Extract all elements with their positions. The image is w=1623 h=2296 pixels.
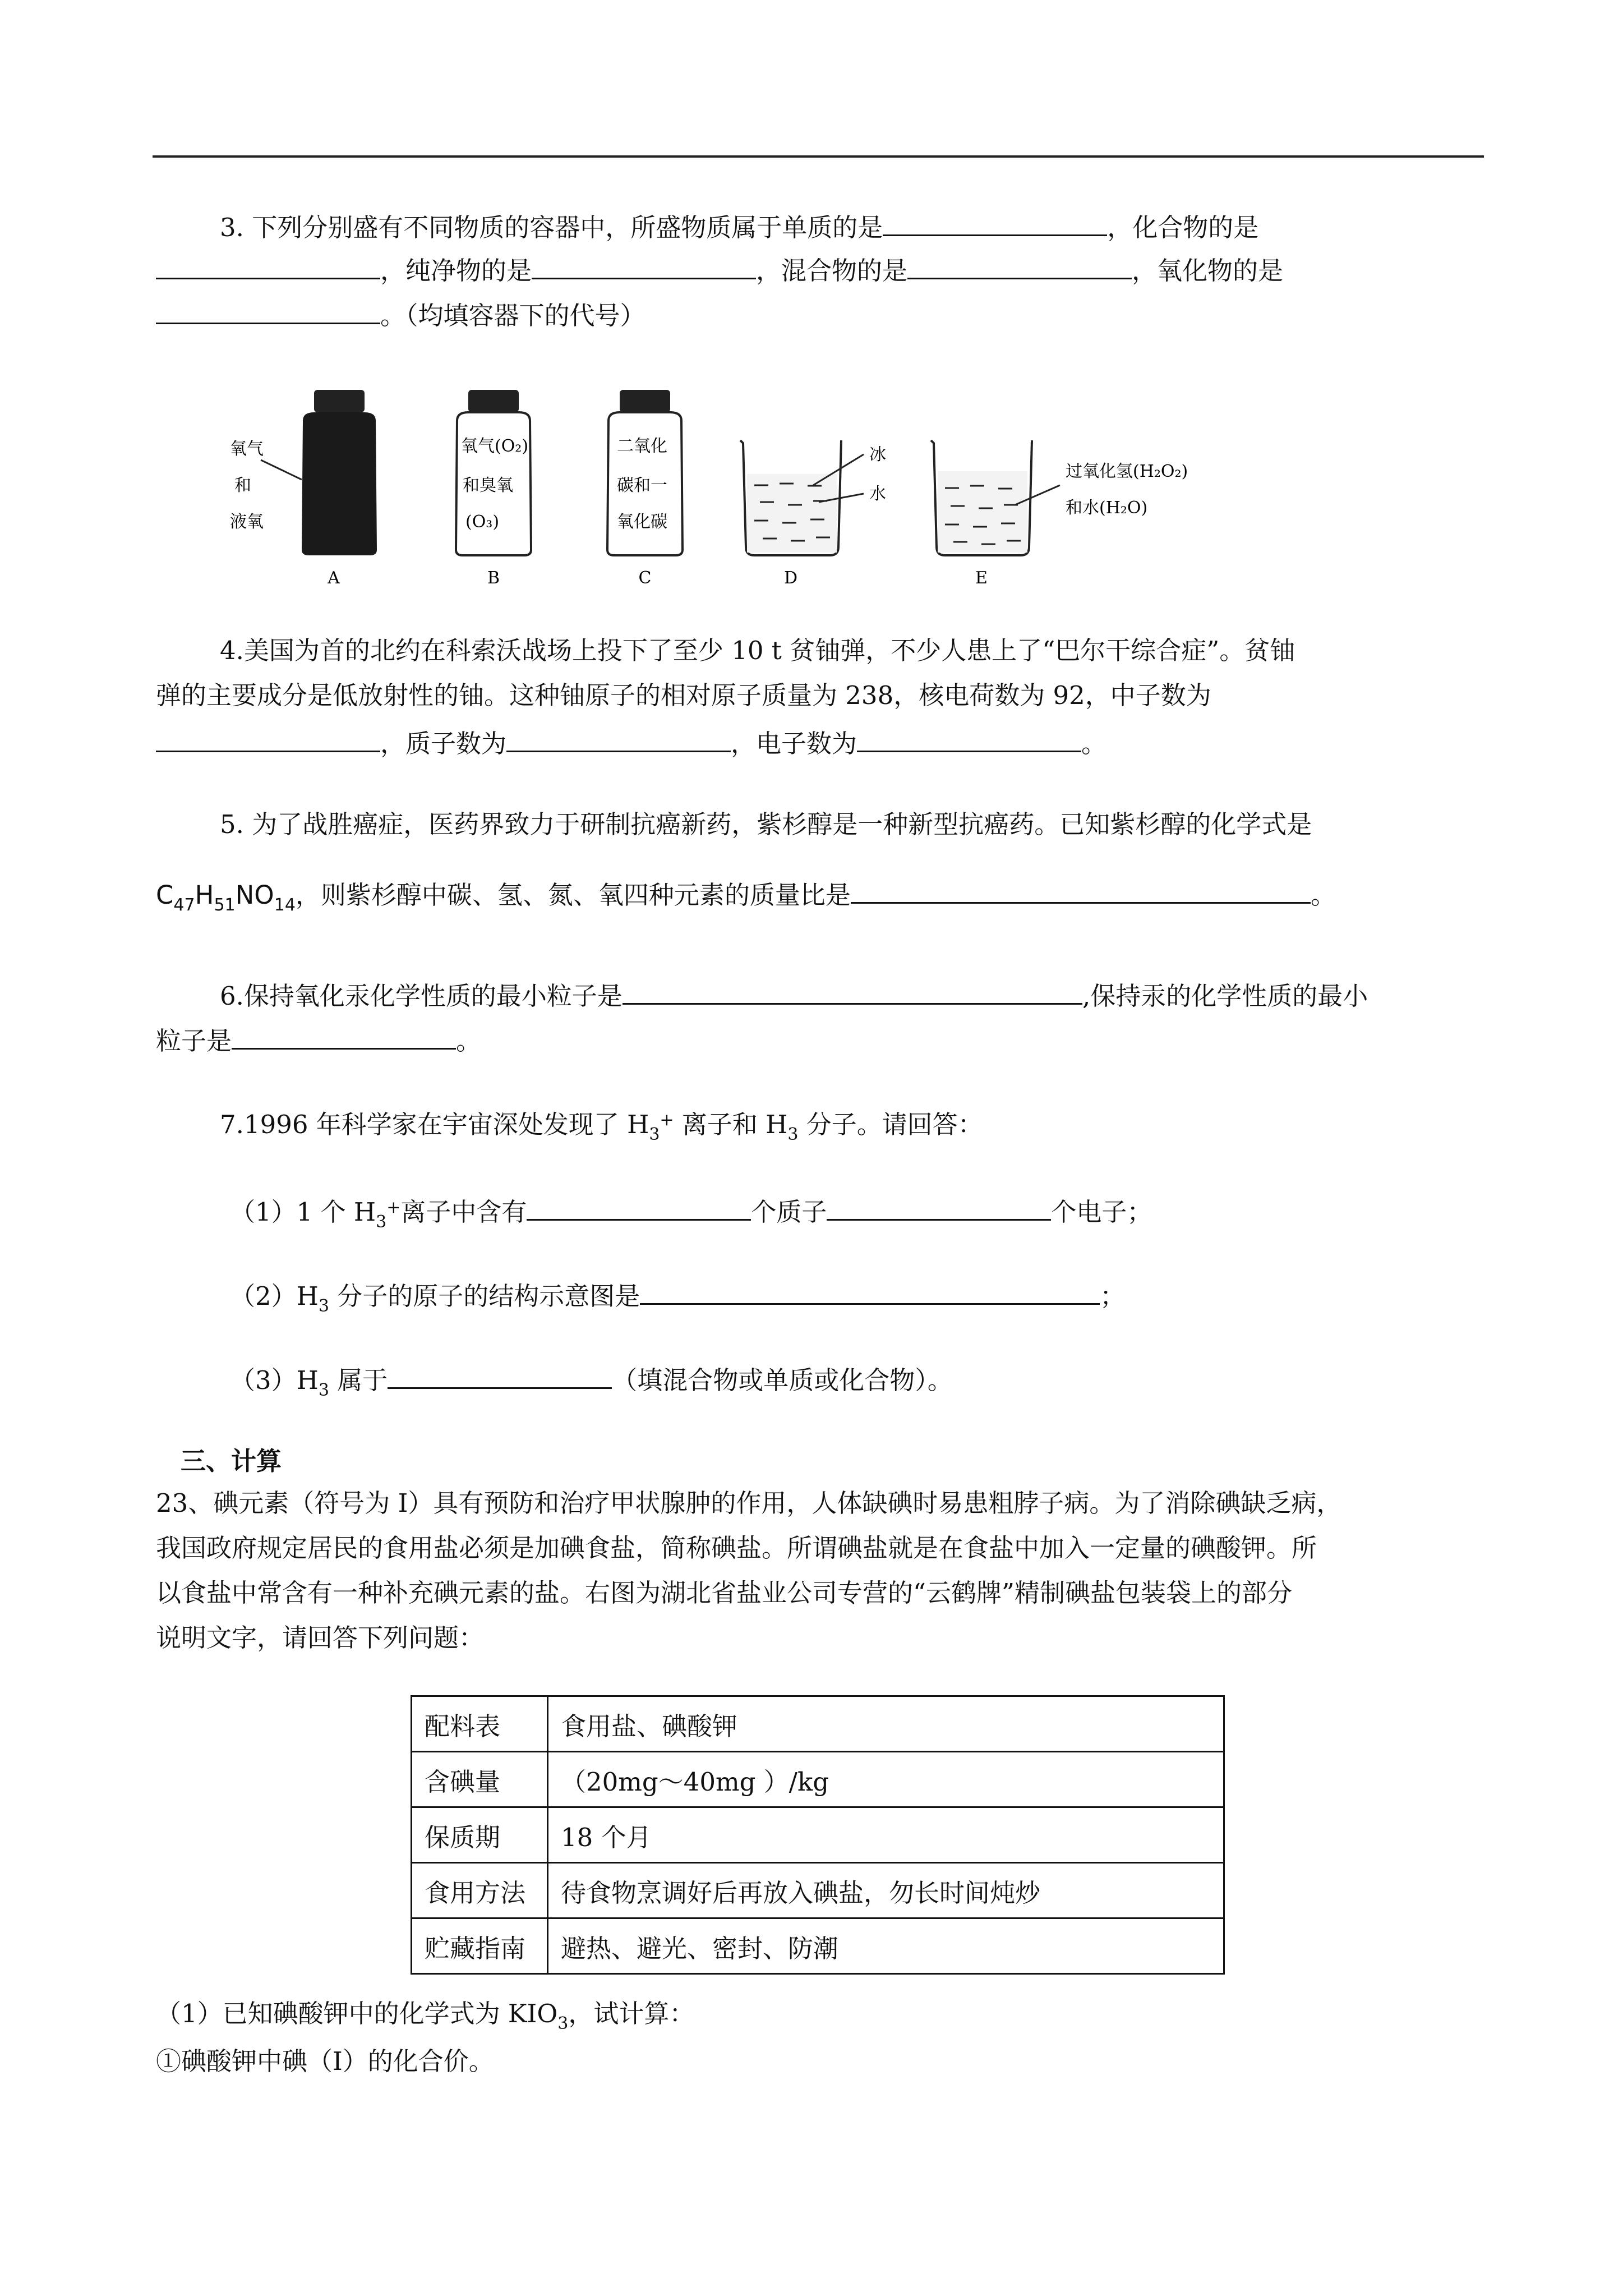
q4-text: 弹的主要成分是低放射性的铀。这种铀原子的相对原子质量为 238，核电荷数为 92，中子数为 xyxy=(156,680,1211,710)
q7-subscript: 3 xyxy=(649,1125,660,1144)
formula-subscript: 47 xyxy=(173,895,195,915)
formula-element: H xyxy=(195,880,214,910)
q5-line2 xyxy=(156,875,1336,915)
q7-text: 离子和 H xyxy=(674,1110,788,1139)
q6-text: ,保持汞的化学性质的最小 xyxy=(1082,981,1368,1011)
q6-line1 xyxy=(220,976,1368,1013)
q3-line2 xyxy=(156,251,1283,288)
answer-blank[interactable] xyxy=(532,251,756,279)
q6-text: 。 xyxy=(456,1026,482,1056)
container-a xyxy=(230,390,377,588)
container-e-label: E xyxy=(975,568,988,588)
q4-text: 4.美国为首的北约在科索沃战场上投下了至少 10 t 贫铀弹，不少人患上了“巴尔干综合症”。贫铀 xyxy=(220,636,1295,665)
q4-text: 。 xyxy=(1081,729,1107,758)
container-d xyxy=(740,440,886,588)
q23-line2 xyxy=(156,1531,1317,1565)
q23-text: 23、碘元素（符号为 I）具有预防和治疗甲状腺肿的作用，人体缺碘时易患粗脖子病。为了消除碘缺乏病， xyxy=(156,1488,1342,1518)
q23-subscript: 3 xyxy=(557,2014,569,2033)
salt-info-table xyxy=(411,1695,1225,1975)
container-c-text: 二氧化 xyxy=(617,436,667,456)
answer-blank[interactable] xyxy=(851,875,1311,904)
q7-superscript: + xyxy=(660,1110,674,1130)
q3-text: 3. 下列分别盛有不同物质的容器中，所盛物质属于单质的是 xyxy=(220,213,883,242)
q7-text: 分子的原子的结构示意图是 xyxy=(329,1281,640,1311)
answer-blank[interactable] xyxy=(827,1192,1051,1221)
answer-blank[interactable] xyxy=(506,724,731,752)
table-value: 避热、避光、密封、防潮 xyxy=(548,1918,1224,1974)
container-b-text: 氧气(O₂) xyxy=(461,436,529,456)
container-e-callout: 过氧化氢(H₂O₂) xyxy=(1066,462,1188,481)
container-b xyxy=(456,390,531,588)
q23-line4 xyxy=(156,1621,484,1655)
table-row xyxy=(412,1752,1224,1807)
section-title-text: 三、计算 xyxy=(181,1446,282,1476)
container-e-callout: 和水(H₂O) xyxy=(1066,498,1148,518)
container-d-callout: 冰 xyxy=(869,445,886,464)
containers-figure xyxy=(230,387,1239,589)
bottle-a-body xyxy=(302,412,377,555)
q3-line3 xyxy=(156,296,645,333)
table-row xyxy=(412,1696,1224,1752)
answer-blank[interactable] xyxy=(857,724,1081,752)
container-a-side-text: 和 xyxy=(234,476,251,495)
q7-part1 xyxy=(230,1192,1152,1232)
container-b-label: B xyxy=(487,568,500,588)
q7-text: （1）1 个 H xyxy=(230,1197,376,1227)
bottle-b-cap xyxy=(468,390,519,412)
answer-blank[interactable] xyxy=(156,296,380,324)
q3-text: ，混合物的是 xyxy=(756,256,908,286)
container-a-pointer xyxy=(261,460,302,480)
q7-subscript: 3 xyxy=(318,1296,329,1316)
formula-subscript: 14 xyxy=(274,895,296,915)
container-d-label: D xyxy=(783,568,798,588)
q7-part2 xyxy=(230,1276,1125,1317)
table-value: （20mg～40mg ）/kg xyxy=(548,1752,1224,1807)
formula-element: C xyxy=(156,880,174,910)
q5-text: 5. 为了战胜癌症，医药界致力于研制抗癌新药，紫杉醇是一种新型抗癌药。已知紫杉醇的化学式是 xyxy=(220,809,1312,839)
q3-text: ，氧化物的是 xyxy=(1132,256,1284,286)
container-c-text: 氧化碳 xyxy=(617,512,667,532)
q7-text: ； xyxy=(1100,1281,1126,1311)
table-key: 食用方法 xyxy=(412,1863,548,1918)
q6-text: 6.保持氧化汞化学性质的最小粒子是 xyxy=(220,981,623,1011)
q5-text: ，则紫杉醇中碳、氢、氮、氧四种元素的质量比是 xyxy=(295,880,851,910)
answer-blank[interactable] xyxy=(883,208,1107,236)
q3-text: ，化合物的是 xyxy=(1107,213,1259,242)
q23-line3 xyxy=(156,1576,1292,1610)
q23-text: （1）已知碘酸钾中的化学式为 KIO xyxy=(156,1999,558,2028)
container-b-text: (O₃) xyxy=(465,512,500,532)
q7-line1 xyxy=(220,1108,983,1145)
container-c-label: C xyxy=(638,568,652,588)
container-c-text: 碳和一 xyxy=(617,476,667,495)
q23-line1 xyxy=(156,1487,1341,1520)
q7-text: （2）H xyxy=(230,1281,319,1311)
answer-blank[interactable] xyxy=(388,1360,612,1389)
ice-pointer xyxy=(813,454,864,485)
section-title xyxy=(181,1444,282,1478)
answer-blank[interactable] xyxy=(623,976,1082,1005)
table-key: 贮藏指南 xyxy=(412,1918,548,1974)
q7-text: （3）H xyxy=(230,1365,319,1395)
q7-subscript: 3 xyxy=(318,1381,329,1400)
container-a-side-text: 氧气 xyxy=(230,439,264,459)
q23-text: 我国政府规定居民的食用盐必须是加碘食盐，简称碘盐。所谓碘盐就是在食盐中加入一定量的碘酸钾。所 xyxy=(156,1533,1317,1563)
answer-blank[interactable] xyxy=(232,1021,456,1050)
q6-line2 xyxy=(156,1021,481,1058)
q4-line2 xyxy=(156,679,1211,712)
table-key: 配料表 xyxy=(412,1696,548,1752)
table-key: 含碘量 xyxy=(412,1752,548,1807)
container-b-text: 和臭氧 xyxy=(463,476,513,495)
q6-text: 粒子是 xyxy=(156,1026,232,1056)
table-row xyxy=(412,1807,1224,1863)
answer-blank[interactable] xyxy=(156,724,380,752)
answer-blank[interactable] xyxy=(527,1192,751,1221)
q23-sub1-q1 xyxy=(156,2045,494,2078)
q7-text: （填混合物或单质或化合物）。 xyxy=(612,1365,953,1395)
header-rule xyxy=(153,155,1484,158)
q5-line1 xyxy=(220,808,1312,841)
container-e xyxy=(931,440,1188,588)
container-d-callout: 水 xyxy=(869,484,886,504)
answer-blank[interactable] xyxy=(156,251,380,279)
q7-part3 xyxy=(230,1360,953,1401)
q4-line3 xyxy=(156,724,1106,761)
q7-subscript: 3 xyxy=(376,1212,387,1232)
q7-text: 7.1996 年科学家在宇宙深处发现了 H xyxy=(220,1110,649,1139)
q23-text: 以食盐中常含有一种补充碘元素的盐。右图为湖北省盐业公司专营的“云鹤牌”精制碘盐包装袋上的部分 xyxy=(156,1578,1293,1608)
table-row xyxy=(412,1863,1224,1918)
q7-text: 属于 xyxy=(329,1365,388,1395)
answer-blank[interactable] xyxy=(640,1276,1100,1305)
q7-text: 分子。请回答： xyxy=(798,1110,983,1139)
q7-text: 离子中含有 xyxy=(400,1197,527,1227)
formula-element: NO xyxy=(235,880,274,910)
q23-text: 说明文字，请回答下列问题： xyxy=(156,1623,485,1653)
q7-subscript: 3 xyxy=(787,1125,799,1144)
bottle-a-cap xyxy=(314,390,365,412)
q7-text: 个质子 xyxy=(751,1197,827,1227)
q7-text: 个电子； xyxy=(1051,1197,1152,1227)
q5-text: 。 xyxy=(1310,880,1336,910)
q23-text: ，试计算： xyxy=(568,1999,695,2028)
q23-sub1 xyxy=(156,1997,694,2034)
q3-line1 xyxy=(220,208,1258,245)
q4-text: ，电子数为 xyxy=(731,729,857,758)
table-value: 待食物烹调好后再放入碘盐，勿长时间炖炒 xyxy=(548,1863,1224,1918)
table-key: 保质期 xyxy=(412,1807,548,1863)
table-value: 18 个月 xyxy=(548,1807,1224,1863)
q7-superscript: + xyxy=(386,1198,401,1217)
container-a-label: A xyxy=(328,568,340,588)
container-c xyxy=(607,390,683,588)
table-value: 食用盐、碘酸钾 xyxy=(548,1696,1224,1752)
answer-blank[interactable] xyxy=(907,251,1132,279)
container-a-side-text: 液氧 xyxy=(230,512,264,532)
q3-text: 。（均填容器下的代号） xyxy=(380,301,645,330)
q4-line1 xyxy=(220,634,1295,668)
q3-text: ，纯净物的是 xyxy=(380,256,532,286)
bottle-c-cap xyxy=(620,390,670,412)
q23-text: ①碘酸钾中碘（I）的化合价。 xyxy=(156,2046,494,2076)
table-row xyxy=(412,1918,1224,1974)
formula-subscript: 51 xyxy=(214,895,236,915)
q4-text: ，质子数为 xyxy=(380,729,507,758)
